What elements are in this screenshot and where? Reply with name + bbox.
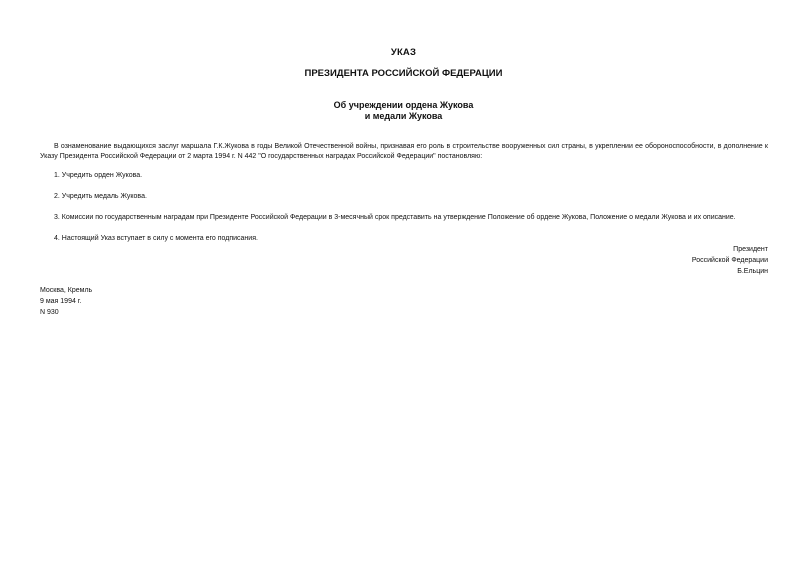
subject-line-2: и медали Жукова xyxy=(364,111,443,121)
list-item: 1. Учредить орден Жукова. xyxy=(54,172,143,179)
signature-name: Б.Ельцин xyxy=(737,268,768,275)
decree-subject xyxy=(0,100,807,122)
decree-issuer: ПРЕЗИДЕНТА РОССИЙСКОЙ ФЕДЕРАЦИИ xyxy=(304,68,503,79)
signing-date: 9 мая 1994 г. xyxy=(40,298,82,305)
signature-title-line-1: Президент xyxy=(733,246,768,253)
place-date-block xyxy=(40,285,92,318)
signature-block xyxy=(692,244,768,277)
decree-heading: УКАЗ xyxy=(390,47,417,58)
preamble-paragraph: В ознаменование выдающихся заслуг маршала Г.К.Жукова в годы Великой Отечественной войны, признавая его роль в строительстве вооруженных сил страны, в укреплении ее обороноспособности, в дополнение к Указу Президента Российской Федерации от 2 марта 1994 г. N 442 "О государственных наградах Российской Федерации" постановляю: xyxy=(40,143,768,160)
list-item: 4. Настоящий Указ вступает в силу с момента его подписания. xyxy=(54,235,258,242)
signature-title-line-2: Российской Федерации xyxy=(691,257,768,264)
list-item: 2. Учредить медаль Жукова. xyxy=(54,193,147,200)
signing-place: Москва, Кремль xyxy=(40,287,93,294)
list-item: 3. Комиссии по государственным наградам при Президенте Российской Федерации в 3-месячный срок представить на утверждение Положение об ордене Жукова, Положение о медали Жукова и их описание. xyxy=(54,214,736,221)
decree-number: N 930 xyxy=(40,309,59,316)
subject-line-1: Об учреждении ордена Жукова xyxy=(333,100,474,110)
